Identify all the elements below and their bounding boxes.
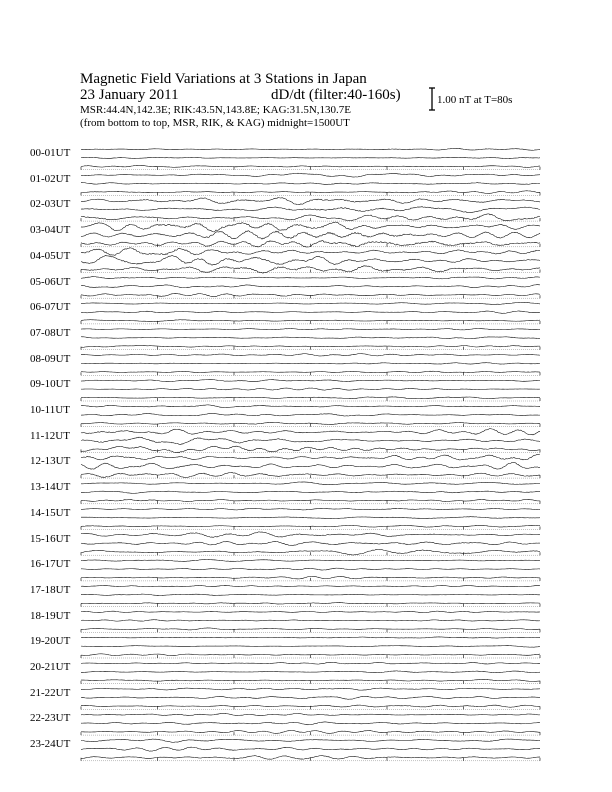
trace-rik — [81, 337, 540, 339]
trace-kag — [81, 688, 540, 690]
chart-date: 23 January 2011 — [80, 87, 179, 103]
trace-rik — [81, 462, 540, 469]
trace-rik — [81, 620, 540, 621]
hour-label: 02-03UT — [30, 198, 71, 211]
hour-label: 04-05UT — [30, 249, 71, 262]
hour-label: 13-14UT — [30, 481, 71, 494]
hour-label: 20-21UT — [30, 661, 71, 673]
hour-label: 07-08UT — [30, 326, 71, 339]
trace-kag — [81, 222, 540, 232]
trace-rik — [81, 413, 540, 416]
station-coordinates: MSR:44.4N,142.3E; RIK:43.5N,143.8E; KAG:31.5N,130.7E — [80, 104, 352, 116]
trace-kag — [81, 329, 540, 330]
trace-kag — [81, 662, 540, 664]
trace-kag — [81, 148, 540, 150]
hour-label: 09-10UT — [30, 378, 71, 391]
hour-label: 00-01UT — [30, 147, 71, 159]
trace-rik — [81, 388, 540, 390]
trace-rik — [81, 157, 540, 158]
trace-rik — [81, 491, 540, 493]
hour-label: 06-07UT — [30, 301, 71, 314]
trace-kag — [81, 405, 540, 408]
hour-label: 21-22UT — [30, 686, 71, 699]
hour-label: 03-04UT — [30, 224, 71, 237]
trace-kag — [81, 454, 540, 460]
scale-label: 1.00 nT at T=80s — [437, 94, 513, 106]
hour-label: 01-02UT — [30, 172, 71, 185]
trace-rik — [81, 183, 540, 185]
trace-kag — [81, 482, 540, 485]
trace-rik — [81, 231, 540, 240]
chart-title: Magnetic Field Variations at 3 Stations in Japan — [80, 71, 367, 87]
trace-kag — [81, 173, 540, 177]
hour-label: 10-11UT — [30, 404, 70, 416]
hour-label: 08-09UT — [30, 352, 71, 365]
hour-label: 05-06UT — [30, 275, 71, 288]
trace-rik — [81, 671, 540, 673]
hour-label: 11-12UT — [30, 429, 70, 442]
trace-rik — [81, 517, 540, 519]
trace-kag — [81, 302, 540, 304]
hour-label: 16-17UT — [30, 558, 71, 571]
hour-label: 17-18UT — [30, 583, 71, 596]
trace-kag — [81, 532, 540, 538]
hour-label: 23-24UT — [30, 738, 71, 751]
station-order-note: (from bottom to top, MSR, RIK, & KAG) midnight=1500UT — [80, 117, 350, 129]
trace-kag — [81, 637, 540, 638]
trace-kag — [81, 559, 540, 561]
trace-kag — [81, 277, 540, 279]
trace-kag — [81, 508, 540, 510]
trace-kag — [81, 429, 540, 435]
hour-label: 18-19UT — [30, 609, 71, 622]
hour-label: 22-23UT — [30, 712, 71, 725]
hour-label: 12-13UT — [30, 455, 71, 468]
filter-info: dD/dt (filter:40-160s) — [271, 87, 401, 103]
trace-kag — [81, 739, 540, 742]
hour-label: 19-20UT — [30, 635, 71, 648]
trace-rik — [81, 311, 540, 313]
trace-kag — [81, 354, 540, 356]
hour-label: 14-15UT — [30, 506, 71, 519]
trace-kag — [81, 379, 540, 381]
trace-kag — [81, 248, 540, 256]
trace-rik — [81, 646, 540, 648]
trace-rik — [81, 542, 540, 546]
trace-rik — [81, 568, 540, 570]
hour-label: 15-16UT — [30, 532, 71, 545]
trace-kag — [81, 585, 540, 586]
trace-rik — [81, 696, 540, 699]
trace-rik — [81, 722, 540, 725]
trace-rik — [81, 255, 540, 265]
trace-rik — [81, 363, 540, 364]
trace-rik — [81, 594, 540, 595]
trace-rik — [81, 285, 540, 288]
trace-rik — [81, 437, 540, 444]
trace-rik — [81, 747, 540, 751]
trace-rik — [81, 206, 540, 212]
trace-kag — [81, 611, 540, 613]
trace-kag — [81, 197, 540, 204]
trace-kag — [81, 713, 540, 715]
